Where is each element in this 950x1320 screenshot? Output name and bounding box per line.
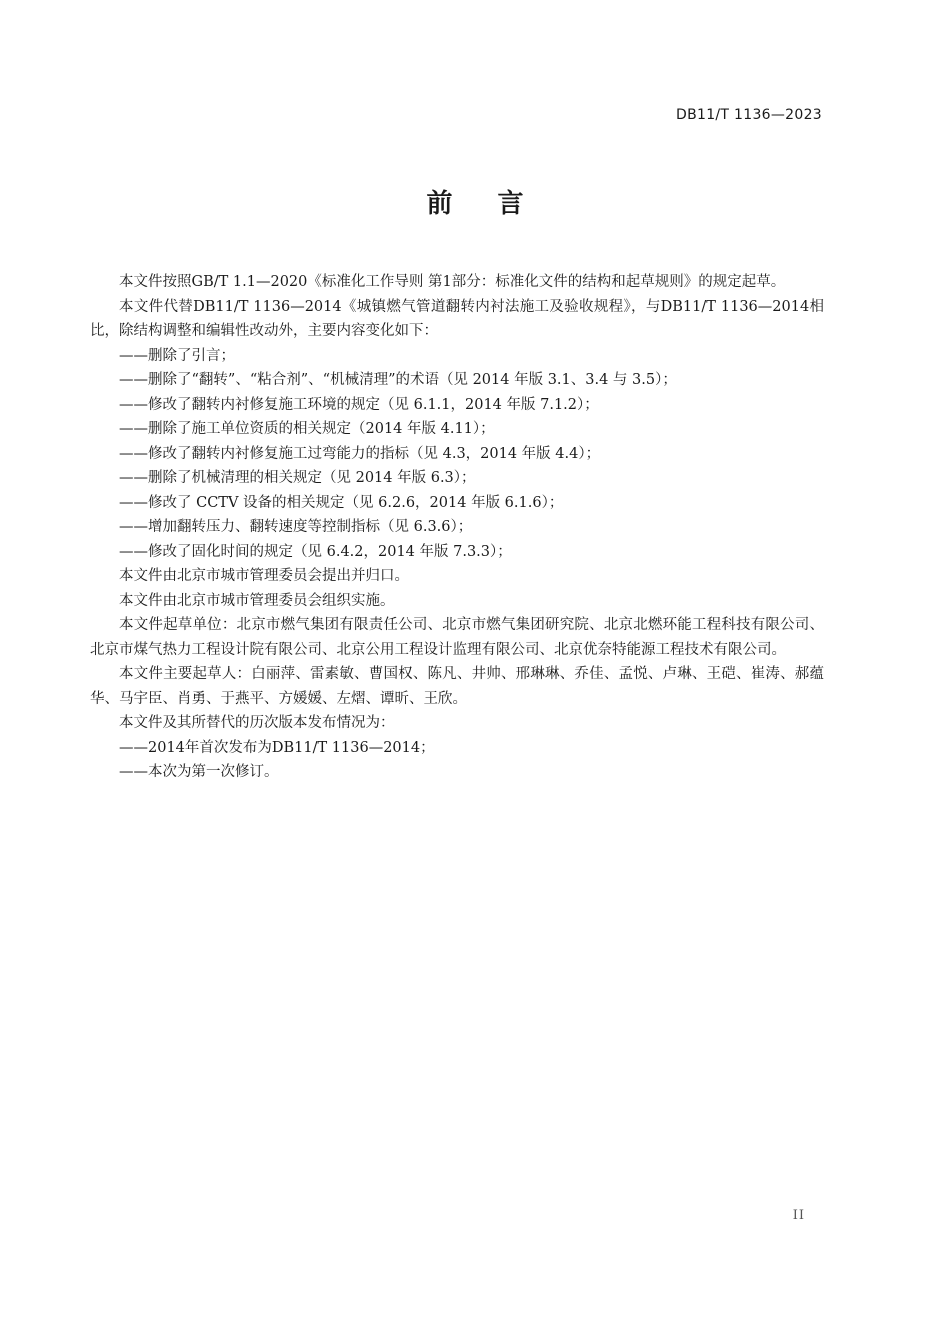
change-item: ——修改了 CCTV 设备的相关规定（见 6.2.6，2014 年版 6.1.6）；: [119, 494, 564, 511]
history-item: ——2014年首次发布为DB11/T 1136—2014；: [119, 739, 435, 756]
change-item: ——修改了翻转内衬修复施工过弯能力的指标（见 4.3，2014 年版 4.4）；: [119, 445, 601, 462]
title-char-2: 言: [497, 189, 524, 219]
title-char-1: 前: [426, 189, 453, 219]
change-item: ——删除了机械清理的相关规定（见 2014 年版 6.3）；: [119, 470, 476, 486]
change-item: ——修改了固化时间的规定（见 6.4.2，2014 年版 7.3.3）；: [119, 543, 512, 560]
paragraph-proposer: 本文件由北京市城市管理委员会提出并归口。: [119, 568, 409, 584]
change-item: ——修改了翻转内衬修复施工环境的规定（见 6.1.1，2014 年版 7.1.2）；: [119, 396, 599, 413]
paragraph-replacement: 本文件代替DB11/T 1136—2014《城镇燃气管道翻转内衬法施工及验收规程》，与DB11/T 1136—2014相比，除结构调整和编辑性改动外，主要内容变化如下：: [90, 298, 824, 339]
paragraph-drafters: 本文件主要起草人：白丽萍、雷素敏、曹国权、陈凡、井帅、邢琳琳、乔佳、孟悦、卢琳、王硙、崔涛、郝蕴华、马宇臣、肖勇、于燕平、方媛媛、左熠、谭昕、王欣。: [90, 666, 824, 707]
paragraph-drafting-units: 本文件起草单位：北京市燃气集团有限责任公司、北京市燃气集团研究院、北京北燃环能工程科技有限公司、北京市煤气热力工程设计院有限公司、北京公用工程设计监理有限公司、北京优奈特能源工程技术有限公司。: [90, 617, 824, 658]
paragraph-implementer: 本文件由北京市城市管理委员会组织实施。: [119, 592, 395, 609]
change-item: ——删除了施工单位资质的相关规定（2014 年版 4.11）；: [119, 421, 495, 437]
change-item: ——删除了“翻转”、“粘合剂”、“机械清理”的术语（见 2014 年版 3.1、3.4 与 3.5）；: [119, 372, 677, 388]
page-title: [0, 183, 950, 220]
history-item: ——本次为第一次修订。: [119, 764, 279, 780]
document-code: DB11/T 1136—2023: [676, 107, 822, 123]
paragraph-drafting-rules: 本文件按照GB/T 1.1—2020《标准化工作导则 第1部分：标准化文件的结构和起草规则》的规定起草。: [119, 274, 786, 290]
change-item: ——增加翻转压力、翻转速度等控制指标（见 6.3.6）；: [119, 519, 473, 535]
change-item: ——删除了引言；: [119, 347, 235, 364]
paragraph-history-intro: 本文件及其所替代的历次版本发布情况为：: [119, 715, 395, 731]
foreword-body: [90, 270, 824, 785]
page-number: II: [792, 1208, 805, 1223]
